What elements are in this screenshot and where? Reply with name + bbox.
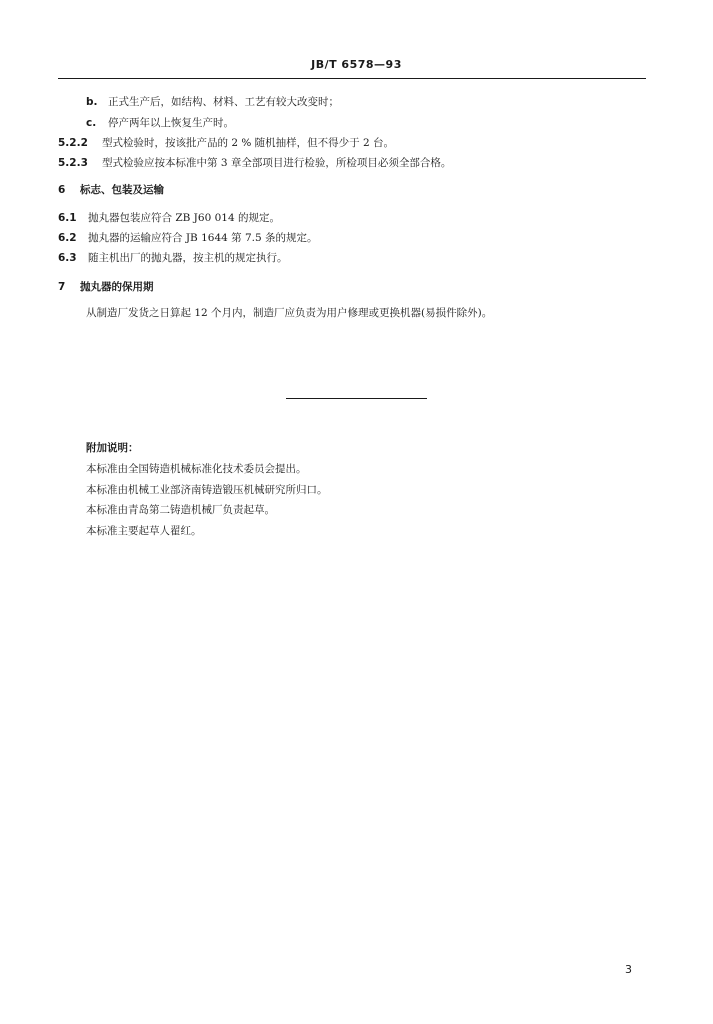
section-end-rule [286, 398, 427, 399]
item-c [86, 116, 234, 130]
notes-line: 本标准主要起草人翟红。 [86, 525, 202, 537]
notes-line: 本标准由机械工业部济南铸造锻压机械研究所归口。 [86, 484, 328, 496]
item-c-label: c. [86, 117, 97, 129]
notes-line: 本标准由全国铸造机械标准化技术委员会提出。 [86, 463, 307, 475]
section-7-title: 抛丸器的保用期 [80, 281, 154, 293]
clause-6-2 [58, 231, 318, 245]
notes-line: 本标准由青岛第二铸造机械厂负责起草。 [86, 504, 275, 516]
item-b-label: b. [86, 96, 98, 108]
clause-5-2-3-number: 5.2.3 [58, 157, 88, 169]
notes-title: 附加说明： [86, 442, 139, 454]
clause-6-1-text: 抛丸器包装应符合 ZB J60 014 的规定。 [88, 212, 280, 224]
clause-6-3-number: 6.3 [58, 252, 77, 264]
standard-code-header: JB/T 6578—93 [311, 58, 402, 71]
section-7-number: 7 [58, 281, 66, 293]
clause-6-1 [58, 211, 280, 225]
clause-5-2-2 [58, 136, 394, 150]
clause-5-2-3-text: 型式检验应按本标准中第 3 章全部项目进行检验，所检项目必须全部合格。 [102, 157, 452, 169]
item-b-text: 正式生产后，如结构、材料、工艺有较大改变时； [108, 96, 339, 108]
header-rule [58, 78, 646, 79]
section-6-number: 6 [58, 184, 66, 196]
section-6-heading [58, 183, 164, 197]
clause-6-3 [58, 251, 288, 265]
clause-5-2-2-text: 型式检验时，按该批产品的 2 % 随机抽样，但不得少于 2 台。 [102, 137, 395, 149]
clause-6-3-text: 随主机出厂的抛丸器，按主机的规定执行。 [88, 252, 288, 264]
section-7-heading [58, 280, 154, 294]
clause-6-1-number: 6.1 [58, 212, 77, 224]
clause-5-2-2-number: 5.2.2 [58, 137, 88, 149]
clause-5-2-3 [58, 156, 451, 170]
item-b [86, 95, 339, 109]
section-6-title: 标志、包装及运输 [80, 184, 164, 196]
item-c-text: 停产两年以上恢复生产时。 [108, 117, 234, 129]
clause-6-2-number: 6.2 [58, 232, 77, 244]
page-number: 3 [625, 963, 632, 976]
clause-6-2-text: 抛丸器的运输应符合 JB 1644 第 7.5 条的规定。 [88, 232, 318, 244]
section-7-paragraph: 从制造厂发货之日算起 12 个月内，制造厂应负责为用户修理或更换机器(易损件除外)。 [86, 307, 493, 319]
